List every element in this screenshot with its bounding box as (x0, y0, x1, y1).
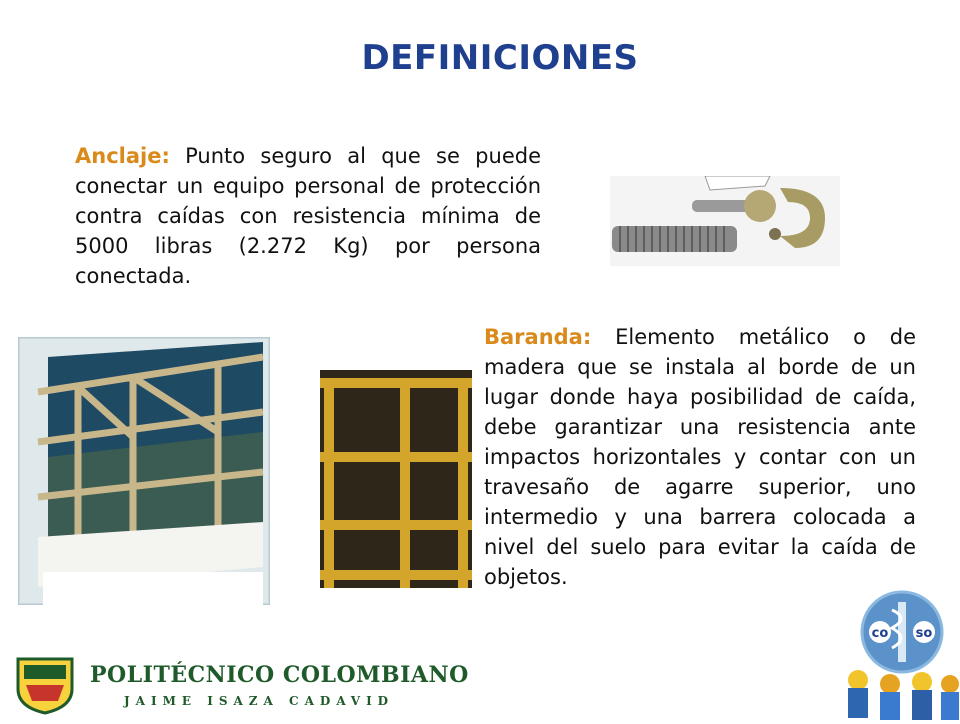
logo-line-2: JAIME ISAZA CADAVID (124, 694, 395, 708)
logo-line-1: POLITÉCNICO COLOMBIANO (90, 662, 469, 688)
page-title: DEFINICIONES (361, 38, 639, 78)
copaso-so-text: so (915, 626, 933, 641)
baranda-definition (484, 322, 916, 592)
copaso-logo (840, 588, 960, 720)
anclaje-term: Anclaje: (75, 144, 170, 168)
anchor-photo (610, 176, 840, 266)
politecnico-shield-icon (14, 655, 76, 715)
anclaje-definition (75, 141, 541, 291)
copaso-co-text: co (871, 626, 889, 641)
baranda-term: Baranda: (484, 325, 592, 349)
anclaje-text: Punto seguro al que se puede conectar un equipo personal de protección contra caídas con resistencia mínima de 5000 libras (2.272 Kg) por persona conectada. (75, 144, 541, 288)
baranda-text: Elemento metálico o de madera que se instala al borde de un lugar donde haya posibilidad de caída, debe garantizar una resistencia ante impactos horizontales y contar con un travesaño de agarre superior, uno intermedio y una barrera colocada a nivel del suelo para evitar la caída de objetos. (484, 325, 916, 589)
railing-photo-1 (18, 337, 270, 605)
railing-photo-2 (320, 370, 472, 588)
